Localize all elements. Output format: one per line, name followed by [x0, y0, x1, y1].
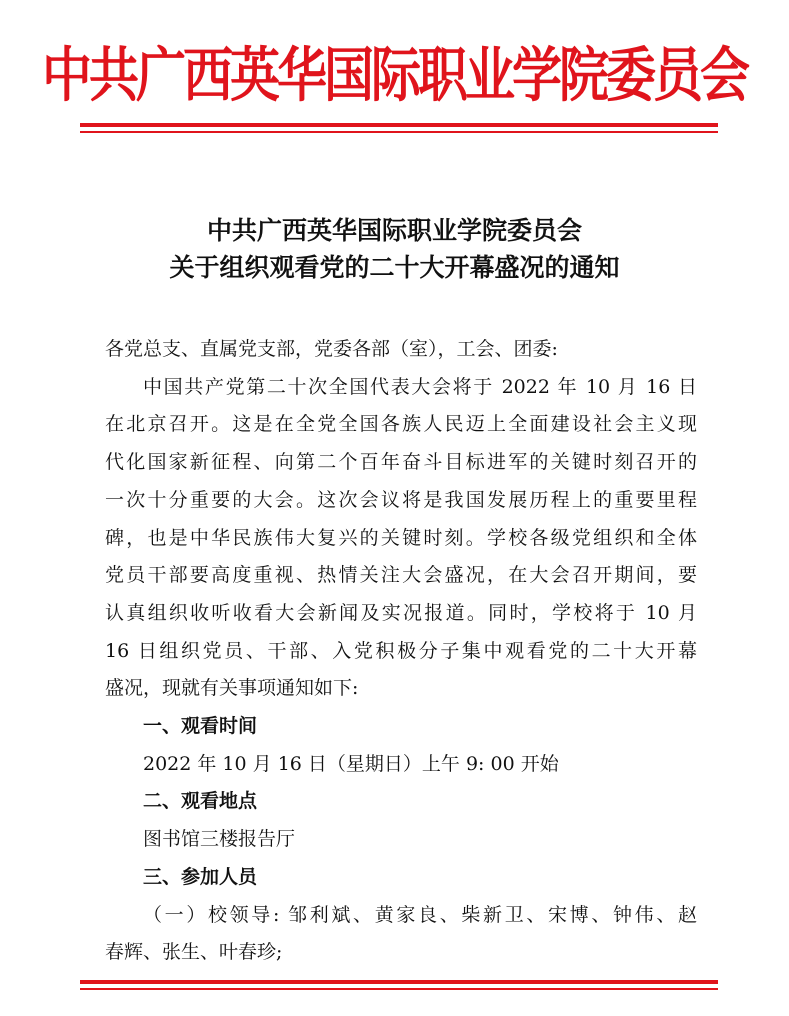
intro-line: 党员干部要高度重视、热情关注大会盛况，在大会召开期间，要	[105, 564, 697, 587]
intro-line: 一次十分重要的大会。这次会议将是我国发展历程上的重要里程	[105, 488, 697, 511]
document-title	[0, 212, 789, 286]
footer-divider-thin	[80, 988, 718, 990]
section-text-location: 图书馆三楼报告厅	[143, 828, 296, 851]
footer-divider-thick	[80, 980, 718, 984]
intro-line: 代化国家新征程、向第二个百年奋斗目标进军的关键时刻召开的	[105, 451, 697, 474]
intro-line: 在北京召开。这是在全党全国各族人民迈上全面建设社会主义现	[105, 413, 697, 436]
document-title-line2: 关于组织观看党的二十大开幕盛况的通知	[169, 253, 620, 282]
section-heading-time: 一、观看时间	[143, 715, 258, 738]
section-text-time: 2022 年 10 月 16 日（星期日）上午 9: 00 开始	[143, 752, 559, 775]
intro-line: 中国共产党第二十次全国代表大会将于 2022 年 10 月 16 日	[143, 375, 697, 398]
intro-line: 认真组织收听收看大会新闻及实况报道。同时，学校将于 10 月	[105, 601, 697, 624]
intro-line: 碑，也是中华民族伟大复兴的关键时刻。学校各级党组织和全体	[105, 526, 697, 549]
intro-line: 盛况，现就有关事项通知如下:	[105, 677, 359, 700]
header-divider-thin	[80, 131, 718, 133]
participants-line: 春辉、张生、叶春珍;	[105, 941, 283, 964]
section-heading-location: 二、观看地点	[143, 790, 258, 813]
red-letterhead-title: 中共广西英华国际职业学院委员会	[42, 39, 747, 110]
participants-line: （一）校领导: 邹利斌、黄家良、柴新卫、宋博、钟伟、赵	[143, 903, 697, 926]
document-title-line1: 中共广西英华国际职业学院委员会	[206, 216, 582, 245]
salutation: 各党总支、直属党支部，党委各部（室），工会、团委:	[105, 338, 558, 360]
section-heading-participants: 三、参加人员	[143, 865, 258, 888]
document-body	[105, 331, 697, 972]
header-divider-thick	[80, 123, 718, 127]
intro-paragraph	[105, 369, 697, 708]
intro-line: 16 日组织党员、干部、入党积极分子集中观看党的二十大开幕	[105, 639, 697, 662]
